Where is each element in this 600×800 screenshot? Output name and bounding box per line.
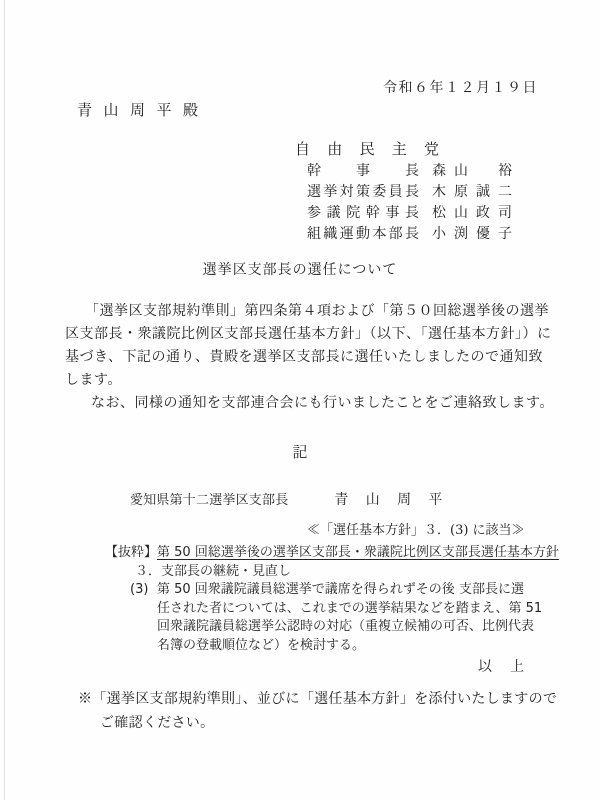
closing-label: 以 上	[478, 659, 524, 675]
excerpt-item	[130, 581, 559, 655]
official-name: 小 渕 優 子	[432, 225, 512, 242]
official-row	[307, 180, 512, 201]
scan-edge-artifact	[4, 0, 5, 800]
body-line: 「選挙区支部規約準則」第四条第４項および「第５０回総選挙後の選挙	[85, 303, 549, 319]
official-name: 森 山 裕	[432, 162, 512, 179]
excerpt-policy-title: 第 50 回総選挙後の選挙区支部長・衆議院比例区支部長選任基本方針	[157, 545, 559, 560]
excerpt-block	[105, 544, 559, 655]
subject-title: 選挙区支部長の選任について	[202, 262, 398, 278]
excerpt-item-line: 回衆議院議員総選挙公認時の対応（重複立候補の可否、比例代表	[157, 619, 535, 634]
body-line: 区支部長・衆議院比例区支部長選任基本方針」（以下、「選任基本方針」）に	[65, 326, 552, 342]
official-name: 松 山 政 司	[432, 204, 512, 221]
attachment-footnote	[78, 687, 557, 735]
excerpt-item-label: (3)	[130, 582, 149, 597]
official-title: 幹 事 長	[307, 162, 419, 179]
party-name: 自 由 民 主 党	[295, 140, 439, 158]
excerpt-item-line: 第 50 回衆議院議員総選挙で議席を得られずその後 支部長に選	[157, 582, 524, 597]
body-line: なお、同様の通知を支部連合会にも行いましたことをご連絡致します。	[91, 395, 554, 411]
excerpt-item-line: 任された者については、これまでの選挙結果などを踏まえ、第 51	[157, 600, 543, 616]
party-name-row	[295, 138, 512, 159]
body-line: 基づき、下記の通り、貴殿を選挙区支部長に選任いたしましたので通知致	[65, 349, 543, 365]
official-name: 木 原 誠 二	[432, 183, 512, 200]
basis-note: ≪「選任基本方針」３．(3) に該当≫	[307, 523, 525, 538]
official-title: 参 議 院 幹 事 長	[307, 204, 419, 221]
body-line: します。	[65, 372, 122, 388]
body-paragraphs	[65, 300, 555, 415]
official-row	[307, 222, 512, 243]
addressee-name: 青 山 周 平 殿	[77, 101, 198, 119]
appointment-line	[130, 489, 442, 509]
footnote-line: ※「選挙区支部規約準則」、並びに「選任基本方針」を添付いたしますので	[78, 691, 558, 707]
position-label: 愛知県第十二選挙区支部長	[130, 493, 289, 508]
excerpt-subitem: ３．支部長の継続・見直し	[135, 563, 292, 579]
official-title: 選 挙 対 策 委 員 長	[307, 183, 419, 200]
date-line: 令和６年１２月１９日	[383, 80, 538, 96]
appointee-name: 青 山 周 平	[334, 492, 443, 508]
record-marker: 記	[292, 443, 308, 461]
official-row	[307, 159, 512, 180]
footnote-line: ご確認ください。	[100, 715, 215, 731]
excerpt-item-line: 名簿の登載順位など）を検討する。	[157, 637, 366, 653]
official-title: 組 織 運 動 本 部 長	[307, 225, 419, 242]
sender-block	[295, 138, 512, 243]
excerpt-heading	[105, 544, 559, 563]
excerpt-prefix: 【抜粋】	[105, 545, 158, 560]
official-row	[307, 201, 512, 222]
excerpt-item-text	[157, 581, 542, 655]
